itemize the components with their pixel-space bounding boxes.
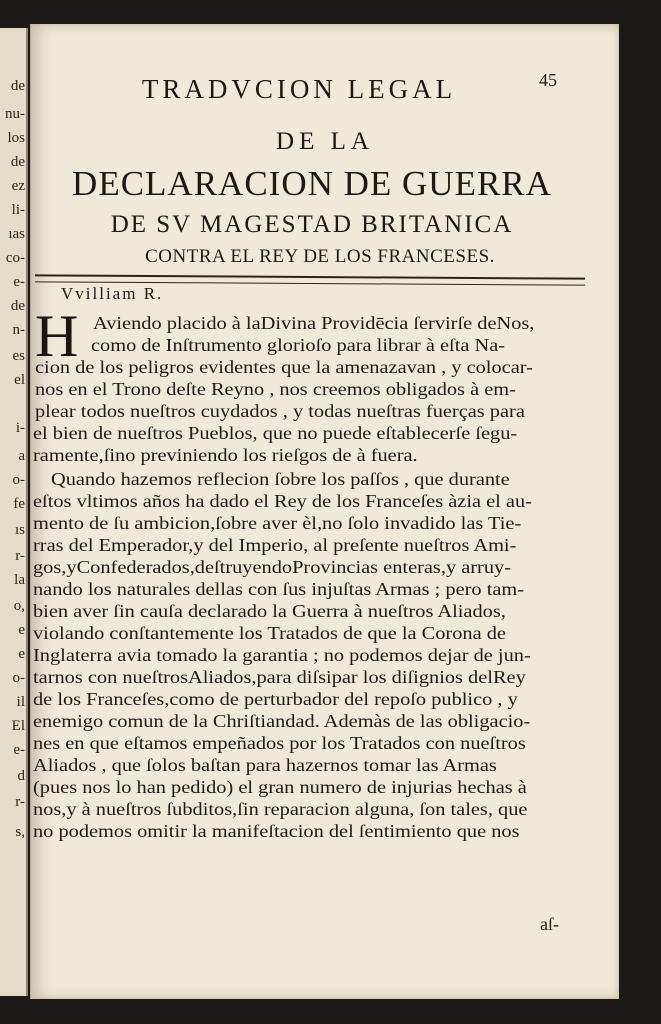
left-page-fragment: r- — [15, 548, 25, 564]
text-line: nes en que eſtamos empeñados por los Tratados con nueſtros — [33, 733, 526, 753]
left-page-fragment: ez — [11, 178, 25, 194]
title-line-2: DE LA — [276, 128, 374, 155]
text-line: eſtos vltimos años ha dado el Rey de los Franceſes àzia el au- — [33, 491, 532, 511]
text-line: de los Franceſes,como de perturbador del repoſo publico , y — [33, 689, 518, 709]
text-line: nos,y à nueſtros ſubditos,ſin reparacion alguna, ſon tales, que — [33, 799, 528, 819]
text-line: bien aver ſin cauſa declarado la Guerra à nueſtros Aliados, — [33, 601, 506, 621]
left-page-fragment: de — [10, 154, 25, 170]
left-page-fragment: il — [16, 694, 25, 710]
text-line: violando conſtantemente los Tratados de que la Corona de — [33, 623, 506, 643]
title-line-1: TRADVCION LEGAL — [141, 74, 457, 104]
text-line: Aviendo placido à laDivina Providēcia ſervirſe deNos, — [93, 313, 535, 333]
title-line-3: DECLARACION DE GUERRA — [72, 164, 552, 203]
left-page-fragment: co- — [5, 250, 25, 266]
left-page-fragment: o- — [12, 670, 25, 686]
left-page-fragment: es — [12, 348, 25, 364]
left-page-fragment: i- — [15, 420, 25, 436]
text-line: (pues nos lo han pedido) el gran numero de injurias hechas à — [33, 777, 527, 797]
text-line: el bien de nueſtros Pueblos, que no puede eſtablecerſe ſegu- — [33, 423, 518, 443]
text-line: mento de ſu ambicion,ſobre aver èl,no ſolo invadido las Tie- — [33, 513, 522, 533]
text-line: no podemos omitir la manifeſtacion del ſentimiento que nos — [33, 821, 520, 841]
left-page-fragment: e — [18, 646, 25, 662]
left-page-fragment: la — [14, 572, 25, 588]
left-page-fragment: r- — [15, 794, 25, 810]
drop-cap: H — [35, 303, 79, 369]
text-line: cion de los peligros evidentes que la amenazavan , y colocar- — [35, 357, 533, 377]
left-page-fragment: n- — [12, 322, 25, 338]
text-line: como de Inſtrumento glorioſo para librar à eſta Na- — [91, 335, 506, 355]
text-line: enemigo comun de la Chriſtiandad. Ademàs de las obligacio- — [33, 711, 531, 731]
left-page-fragment: e- — [13, 742, 25, 758]
text-line: nos en el Trono deſte Reyno , nos creemos obligados à em- — [35, 379, 516, 399]
left-page-edge — [0, 28, 28, 996]
book-page — [30, 24, 619, 999]
left-page-fragment: de — [10, 78, 25, 94]
catchword: aſ- — [540, 914, 559, 934]
left-page-fragment: los — [7, 130, 25, 146]
text-line: ramente,ſino previniendo los rieſgos de à fuera. — [33, 445, 418, 465]
left-page-fragment: e- — [13, 274, 25, 290]
royal-signature: Vvilliam R. — [61, 284, 164, 303]
left-page-fragment: ıs — [14, 522, 25, 538]
left-page-fragment: ıas — [8, 226, 25, 242]
left-page-fragment: d — [17, 768, 25, 784]
left-page-fragment: o- — [12, 472, 25, 488]
left-page-fragment: El — [11, 718, 25, 734]
left-page-fragment: a — [18, 448, 25, 464]
left-page-fragment: fe — [13, 496, 25, 512]
left-page-fragment: el — [14, 372, 25, 388]
left-page-fragment: de — [10, 298, 25, 314]
title-line-5: CONTRA EL REY DE LOS FRANCESES. — [145, 246, 495, 267]
text-line: rras del Emperador,y del Imperio, al preſente nueſtros Ami- — [33, 535, 517, 555]
text-line: plear todos nueſtros cuydados , y todas nueſtras fuerças para — [35, 401, 525, 421]
text-line: nando los naturales dellas con ſus injuſtas Armas ; pero tam- — [33, 579, 525, 599]
left-page-fragment: o, — [13, 598, 25, 614]
left-page-fragment: s, — [15, 824, 25, 840]
left-page-fragment: e — [18, 622, 25, 638]
text-line: tarnos con nueſtrosAliados,para diſsipar los diſignios delRey — [33, 667, 526, 687]
page-number: 45 — [539, 70, 557, 90]
text-line: Quando hazemos reflecion ſobre los paſſos , que durante — [51, 469, 510, 489]
text-line: gos,yConfederados,deſtruyendoProvincias enteras,y arruy- — [33, 557, 511, 577]
left-page-fragment: li- — [11, 202, 25, 218]
left-page-fragment: nu- — [5, 106, 25, 122]
text-line: Inglaterra avia tomado la garantia ; no podemos dejar de jun- — [33, 645, 531, 665]
title-line-4: DE SV MAGESTAD BRITANICA — [110, 211, 514, 238]
text-line: Aliados , que ſolos baſtan para hazernos tomar las Armas — [33, 755, 497, 775]
